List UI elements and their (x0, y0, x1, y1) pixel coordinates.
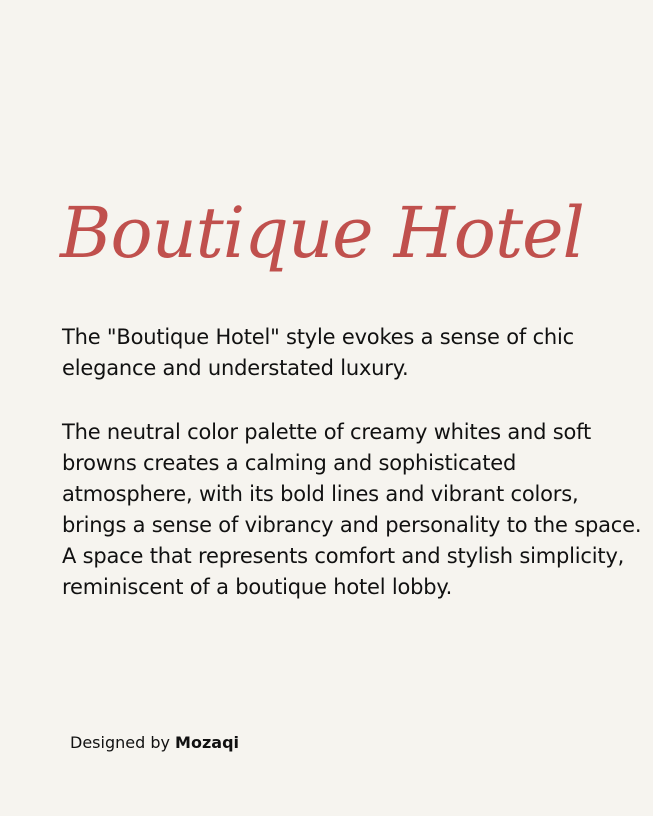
designer-credit (70, 732, 239, 754)
intro-paragraph: The "Boutique Hotel" style evokes a sense of chic elegance and understated luxury. (62, 325, 575, 380)
credit-prefix: Designed by (70, 733, 176, 752)
description-paragraph: The neutral color palette of creamy whites and soft browns creates a calming and sophisticated atmosphere, with its bold lines and vibrant colors, brings a sense of vibrancy and personality to the space. A space that represents comfort and stylish simplicity, reminiscent of a boutique hotel lobby. (62, 420, 642, 599)
designer-name: Mozaqi (175, 733, 240, 752)
page-title: Boutique Hotel (60, 192, 584, 274)
